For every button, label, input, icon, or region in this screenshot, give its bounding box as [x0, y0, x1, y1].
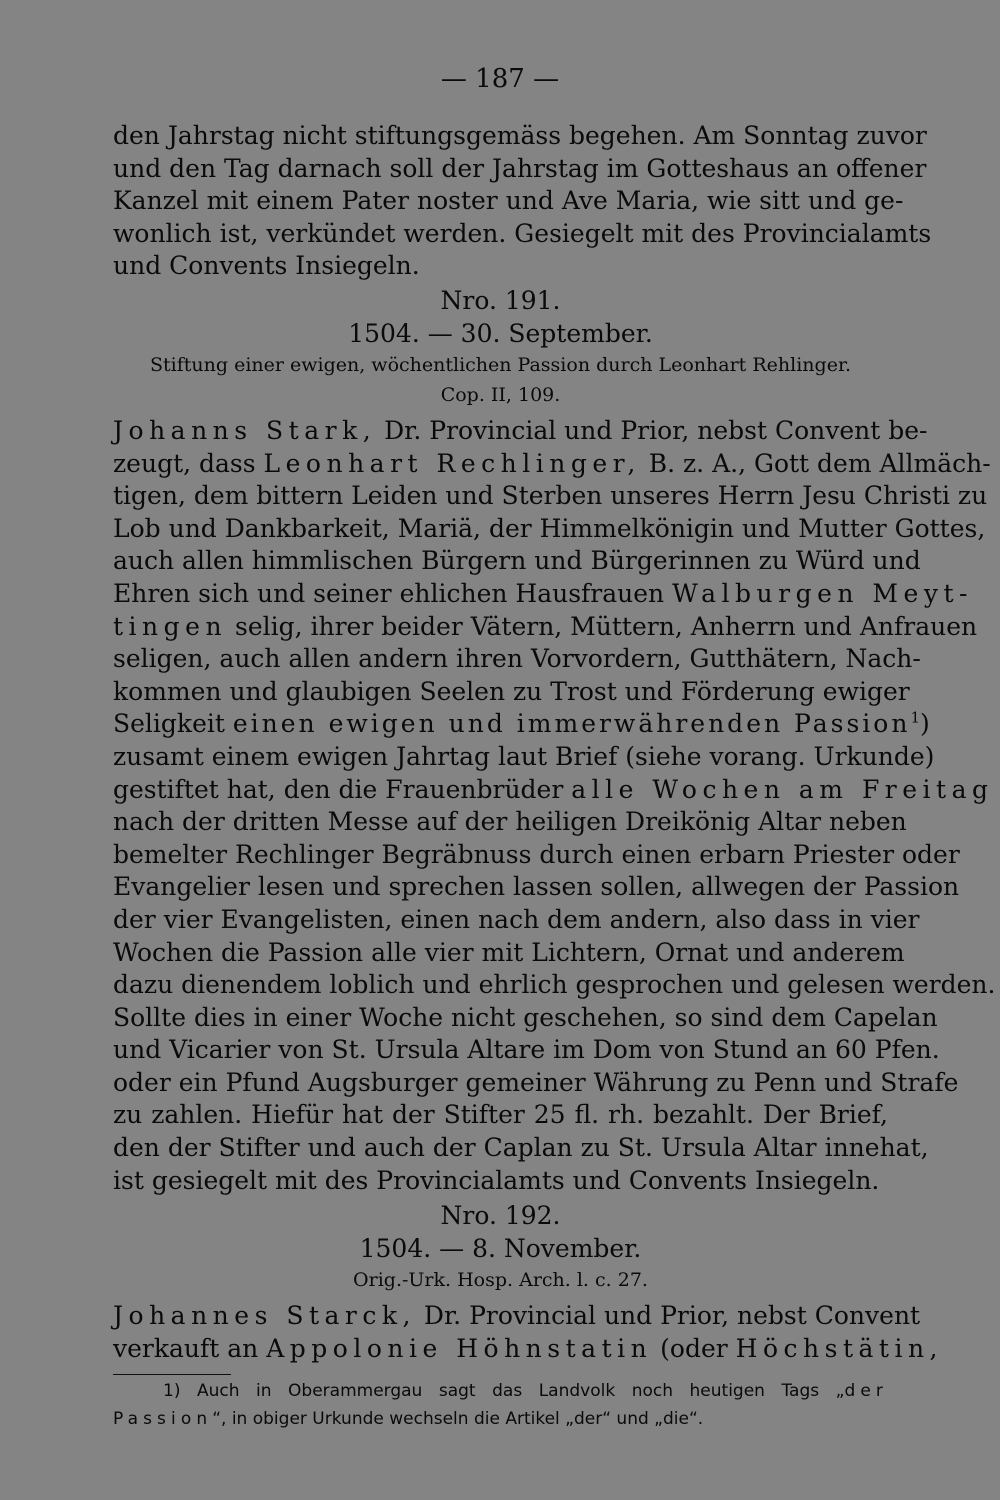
document-192-text [113, 1300, 943, 1365]
footnote-line [113, 1405, 888, 1433]
document-number: Nro. 191. [440, 286, 561, 315]
text-line: Sollte dies in einer Woche nicht geschehen, so sind dem Capelan [113, 1002, 938, 1032]
text-line: und den Tag darnach soll der Jahrstag im Gotteshaus an offener [113, 153, 927, 183]
person-name: Leonhart Rechlinger, [263, 448, 641, 478]
text-line: Evangelier lesen und sprechen lassen sollen, allwegen der Passion [113, 872, 960, 902]
text-line: zusamt einem ewigen Jahrtag laut Brief (siehe vorang. Urkunde) [113, 741, 935, 771]
text-line: tigen, dem bittern Leiden und Sterben unseres Herrn Jesu Christi zu [113, 481, 988, 511]
paragraph-continuation [113, 120, 932, 283]
text-line: und Vicarier von St. Ursula Altare im Dom von Stund an 60 Pfen. [113, 1035, 940, 1065]
footnote-marker: 1 [910, 709, 920, 728]
text-line [113, 611, 978, 644]
text-line: auch allen himmlischen Bürgern und Bürgerinnen zu Würd und [113, 546, 921, 576]
emphasis-text: Passion [113, 1409, 213, 1429]
text-line: der vier Evangelisten, einen nach dem andern, also dass in vier [113, 904, 920, 934]
text-fragment: Dr. Provincial und Prior, nebst Convent [415, 1301, 921, 1330]
text-line: seligen, auch allen andern ihren Vorvordern, Gutthätern, Nach- [113, 644, 921, 674]
text-line: bemelter Rechlinger Begräbnuss durch einen erbarn Priester oder [113, 839, 960, 869]
text-fragment: gestiftet hat, den die Frauenbrüder [113, 774, 572, 804]
document-date: 1504. — 8. November. [359, 1233, 642, 1263]
text-line: oder ein Pfund Augsburger gemeiner Währung zu Penn und Strafe [113, 1067, 959, 1097]
text-line: Lob und Dankbarkeit, Mariä, der Himmelkönigin und Mutter Gottes, [113, 513, 986, 543]
text-fragment: Ehren sich und seiner ehlichen Hausfrauen [113, 578, 673, 608]
text-line: nach der dritten Messe auf der heiligen Dreikönig Altar neben [113, 807, 907, 837]
text-line [113, 448, 991, 481]
document-191-heading [113, 285, 888, 410]
text-line: Kanzel mit einem Pater noster und Ave Maria, wie sitt und ge- [113, 186, 904, 216]
text-line: Wochen die Passion alle vier mit Lichtern, Ornat und anderem [113, 937, 905, 967]
person-name: Höchstätin, [735, 1333, 943, 1363]
text-fragment: zeugt, dass [113, 448, 264, 478]
text-line: ist gesiegelt mit des Provincialamts und Convents Insiegeln. [113, 1165, 880, 1195]
text-fragment: “, in obiger Urkunde wechseln die Artikel „der“ und „die“. [212, 1409, 704, 1429]
text-line: dazu dienendem loblich und ehrlich gesprochen und gelesen werden. [113, 970, 996, 1000]
text-line: kommen und glaubigen Seelen zu Trost und Förderung ewiger [113, 676, 910, 706]
document-192-heading [113, 1200, 888, 1295]
text-line [113, 1300, 921, 1333]
person-name: tingen [113, 611, 228, 641]
text-line [113, 774, 994, 807]
emphasis-text: der [844, 1381, 888, 1401]
document-source: Orig.-Urk. Hosp. Arch. l. c. 27. [353, 1269, 648, 1292]
text-fragment: 1) Auch in Oberammergau sagt das Landvolk noch heutigen Tags „ [163, 1381, 845, 1401]
page-number: — 187 — [440, 64, 560, 94]
text-line: den der Stifter und auch der Caplan zu St. Ursula Altar innehat, [113, 1133, 929, 1163]
text-line [113, 1333, 943, 1366]
text-line: und Convents Insiegeln. [113, 251, 420, 281]
footnote [113, 1377, 888, 1433]
text-fragment: Seligkeit [113, 709, 233, 739]
person-name: Appolonie Höhnstatin [266, 1333, 653, 1363]
document-191-text [113, 415, 996, 1197]
footnote-rule [113, 1374, 231, 1375]
text-fragment: selig, ihrer beider Vätern, Müttern, Anherrn und Anfrauen [227, 611, 978, 641]
text-fragment: (oder [652, 1333, 736, 1363]
text-line [113, 578, 973, 611]
person-name: Johannes Starck, [113, 1301, 416, 1330]
person-name: Johanns Stark, [113, 416, 377, 445]
emphasis-text: alle Wochen am Freitag [571, 774, 994, 804]
document-date: 1504. — 30. September. [348, 318, 653, 348]
document-source: Cop. II, 109. [440, 384, 561, 407]
text-fragment: B. z. A., Gott dem Allmäch- [640, 448, 991, 478]
text-fragment: Dr. Provincial und Prior, nebst Convent be- [376, 416, 928, 445]
text-fragment: ) [920, 709, 930, 739]
text-fragment: verkauft an [113, 1333, 267, 1363]
footnote-line [113, 1377, 888, 1405]
document-number: Nro. 192. [440, 1201, 561, 1230]
text-line [113, 415, 928, 448]
emphasis-text: einen ewigen und immerwährenden Passion [232, 709, 911, 739]
text-line [113, 708, 930, 741]
document-summary: Stiftung einer ewigen, wöchentlichen Passion durch Leonhart Rehlinger. [150, 354, 851, 377]
text-line: den Jahrstag nicht stiftungsgemäss begehen. Am Sonntag zuvor [113, 121, 927, 150]
text-line: zu zahlen. Hiefür hat der Stifter 25 fl. rh. bezahlt. Der Brief, [113, 1100, 888, 1130]
text-line: wonlich ist, verkündet werden. Gesiegelt mit des Provincialamts [113, 218, 932, 248]
person-name: Walburgen Meyt- [672, 578, 973, 608]
